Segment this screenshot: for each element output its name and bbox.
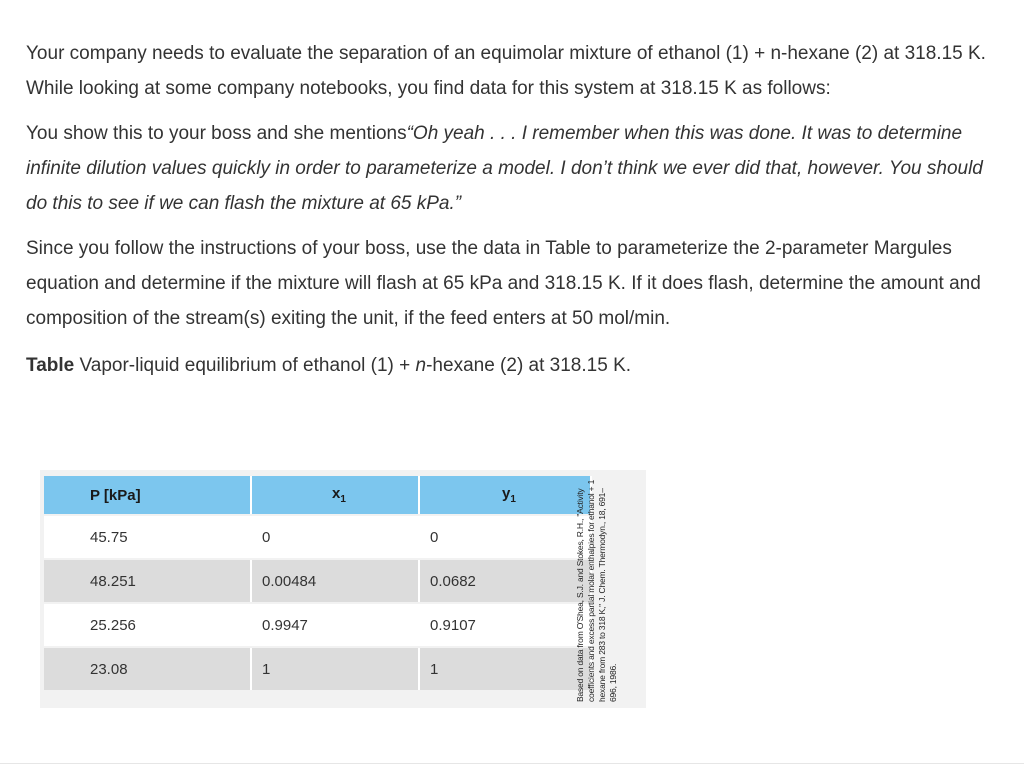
boss-quote: “Oh yeah . . . I remember when this was done. It was to determine infinite dilution values quickly in order to parameterize a model. I don’t think we ever did that, however. You should do this to see if we can flash the mixture at 65 kPa.” (26, 123, 983, 214)
header-y-sub: 1 (510, 494, 516, 505)
cell-x1: 0.9947 (252, 604, 420, 646)
table-figure (40, 470, 646, 708)
header-x1 (252, 476, 420, 514)
cell-pressure: 45.75 (44, 516, 252, 558)
table-caption (26, 348, 996, 383)
table-row (44, 516, 592, 558)
cell-pressure: 23.08 (44, 648, 252, 690)
source-note-box (575, 474, 641, 702)
header-y1 (420, 476, 592, 514)
caption-text-after: -hexane (2) at 318.15 K. (426, 355, 632, 376)
boss-lead-text: You show this to your boss and she mentions (26, 123, 407, 144)
table-header-row (44, 476, 592, 514)
source-note: Based on data from O'Shea, S.J. and Stokes, R.H., "Activity coefficients and excess partial molar enthalpies for ethanol + 1 hexane from 283 to 318 K," J. Chem. Thermodyn., 18, 691–696, 1986. (575, 479, 618, 702)
problem-text (26, 36, 996, 383)
cell-pressure: 48.251 (44, 560, 252, 602)
paragraph-intro: Your company needs to evaluate the separation of an equimolar mixture of ethanol (1) + n-hexane (2) at 318.15 K. While looking at some company notebooks, you find data for this system at 318.15 K as follows: (26, 43, 986, 99)
divider (0, 763, 1024, 764)
cell-y1: 0 (420, 516, 592, 558)
cell-x1: 1 (252, 648, 420, 690)
cell-y1: 1 (420, 648, 592, 690)
cell-y1: 0.0682 (420, 560, 592, 602)
paragraph-instructions: Since you follow the instructions of your boss, use the data in Table to parameterize the 2-parameter Margules equation and determine if the mixture will flash at 65 kPa and 318.15 K. If it does flash, determine the amount and composition of the stream(s) exiting the unit, if the feed enters at 50 mol/min. (26, 238, 981, 329)
caption-label: Table (26, 355, 75, 376)
header-x-sub: 1 (340, 494, 346, 505)
caption-italic: n (415, 355, 427, 376)
table-row (44, 604, 592, 646)
header-y-text: y (502, 485, 511, 502)
caption-text-before: Vapor-liquid equilibrium of ethanol (1) + (74, 355, 416, 376)
vle-table (44, 474, 592, 692)
table-row (44, 560, 592, 602)
paragraph-boss (26, 116, 996, 221)
cell-pressure: 25.256 (44, 604, 252, 646)
header-pressure: P [kPa] (44, 476, 252, 514)
header-x-text: x (332, 485, 341, 502)
cell-x1: 0.00484 (252, 560, 420, 602)
cell-x1: 0 (252, 516, 420, 558)
table-row (44, 648, 592, 690)
cell-y1: 0.9107 (420, 604, 592, 646)
